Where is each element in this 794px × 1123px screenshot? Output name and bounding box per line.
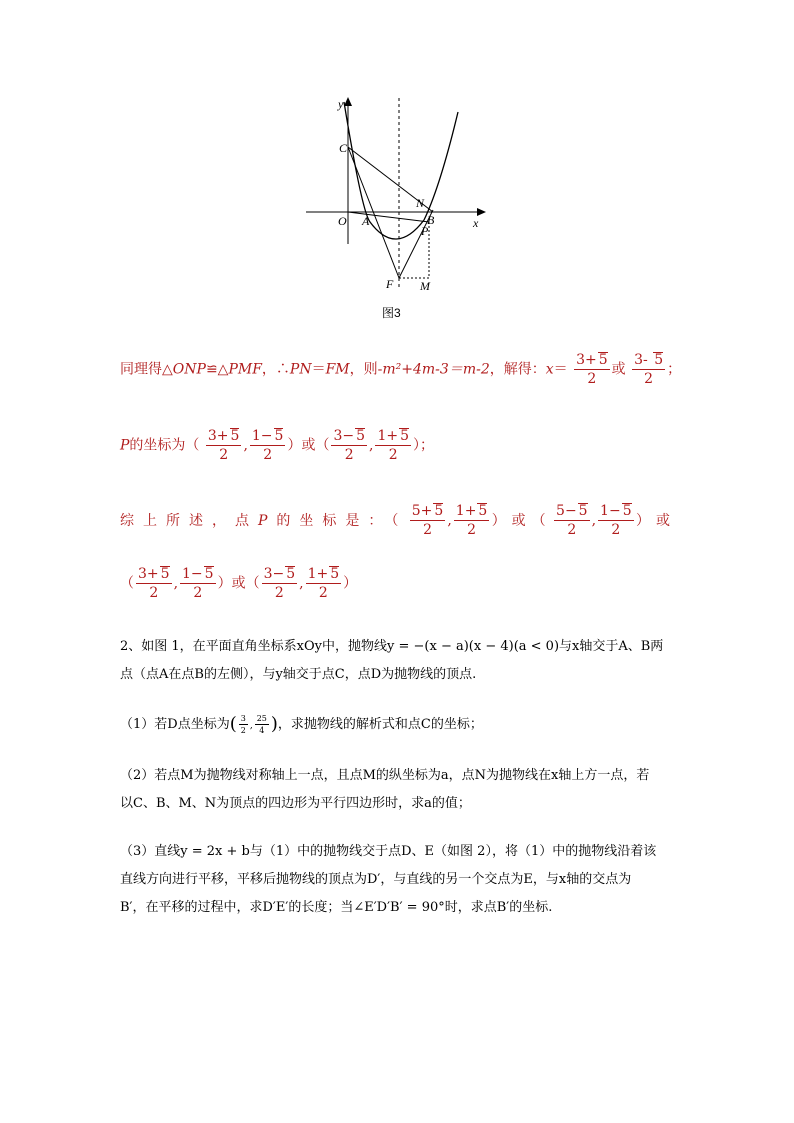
solution-line-2: P的坐标为（ $\frac{3+ 5}{2}$ , $\frac{1- 5}{2}$ ）或（ $\frac{3- 5}{2}$ , $\frac{1+ 5}{2}$ ）；: [120, 428, 435, 463]
summary-lead: 综上所述，点P的坐标是：（: [120, 512, 408, 529]
fraction: $\frac{3+ 5}{2}$: [138, 566, 170, 601]
text: ）或: [635, 512, 676, 529]
label-B: B: [427, 213, 435, 227]
question-2-line-1: （2）若点M为抛物线对称轴上一点，且点M的纵坐标为a，点N为抛物线在x轴上方一点，若: [120, 768, 650, 783]
fraction: $\frac{3}{2}$: [240, 714, 246, 735]
label-F: F: [386, 277, 394, 291]
fraction: $\frac{1- 5}{2}$: [251, 428, 284, 463]
text: （1）若D点坐标为: [120, 717, 230, 732]
label-C: C: [339, 141, 348, 155]
text: ）或（: [287, 437, 330, 454]
equation: m²+4m-3＝m-2: [382, 361, 490, 378]
text: 同理得△: [120, 361, 173, 378]
text: 或: [611, 361, 626, 378]
fraction: $\frac{1+ 5}{2}$: [377, 428, 410, 463]
text: ONP: [172, 361, 206, 378]
parabola-figure: [300, 92, 500, 297]
text: ，则-: [349, 361, 383, 378]
label-x: x: [473, 216, 479, 230]
figure-caption: 图3: [382, 306, 401, 320]
text: （: [120, 575, 134, 592]
fraction: $\frac{3+ 5}{2}$: [207, 428, 240, 463]
text: PMF: [228, 361, 262, 378]
text: ）: [343, 575, 358, 592]
label-N: N: [416, 196, 425, 210]
fraction: $\frac{25}{4}$: [256, 714, 267, 735]
fraction: $\frac{1- 5}{2}$: [600, 503, 632, 538]
question-3-line-3: B′，在平移的过程中，求D′E′的长度；当∠E′D′B′ = 90°时，求点B′的坐标.: [120, 900, 553, 915]
fraction: $\frac{1- 5}{2}$: [182, 566, 214, 601]
solution-line-1: [120, 352, 681, 387]
label-P: P: [421, 224, 429, 238]
label-y: y: [338, 97, 344, 111]
text: ；: [667, 361, 682, 378]
y-axis-arrow: [344, 97, 352, 106]
fraction: $\frac{3+ 5}{2}$: [576, 352, 608, 387]
question-3-line-2: 直线方向进行平移，平移后抛物线的顶点为D′，与直线的另一个交点为E，与x轴的交点为: [120, 872, 632, 887]
text: ，∴: [261, 361, 290, 378]
question-1: （1）若D点坐标为( $\frac{3}{2}$ , $\frac{25}{4}$ )，求抛物线的解析式和点C的坐标；: [120, 713, 483, 735]
x-axis-arrow: [477, 208, 486, 216]
summary-line-2: （ $\frac{3+ 5}{2}$ , $\frac{1- 5}{2}$ ）或（ $\frac{3- 5}{2}$ , $\frac{1+ 5}{2}$ ）: [120, 566, 358, 601]
text: ＝: [311, 361, 326, 378]
fraction: $\frac{3- 5}{2}$: [634, 352, 664, 387]
fraction: $\frac{5+ 5}{2}$: [411, 503, 444, 538]
fraction: $\frac{3- 5}{2}$: [333, 428, 366, 463]
text: ）或（: [491, 512, 552, 529]
question-2: [120, 762, 680, 818]
text: FM: [325, 361, 350, 378]
label-O: O: [338, 214, 347, 228]
fraction: $\frac{5- 5}{2}$: [556, 503, 588, 538]
text: ＝: [553, 361, 568, 378]
text: ，解得：: [489, 361, 546, 378]
problem-line-2: 点（点A在点B的左侧），与y轴交于点C，点D为抛物线的顶点.: [120, 667, 477, 682]
text: ，求抛物线的解析式和点C的坐标；: [277, 717, 483, 732]
text: 的坐标为（: [129, 437, 200, 454]
problem-2: [120, 633, 680, 689]
fraction: $\frac{1+ 5}{2}$: [307, 566, 340, 601]
fraction: $\frac{3- 5}{2}$: [263, 566, 296, 601]
text: ）或（: [217, 575, 260, 592]
problem-line-1: 2、如图 1，在平面直角坐标系xOy中，抛物线y = −(x − a)(x − 4)(a < 0)与x轴交于A、B两: [120, 639, 664, 654]
question-2-line-2: 以C、B、M、N为顶点的四边形为平行四边形时，求a的值；: [120, 796, 471, 811]
label-A: A: [362, 214, 370, 228]
var-P: P: [120, 437, 130, 454]
text: ≌△: [205, 361, 229, 378]
summary-line: 综上所述，点P的坐标是：（ $\frac{5+ 5}{2}$ , $\frac{1+ 5}{2}$ ）或（ $\frac{5- 5}{2}$ , $\frac{1- 5}{2}$ ）或: [120, 503, 676, 538]
label-M: M: [420, 279, 430, 293]
text: ）；: [413, 437, 435, 454]
question-3: [120, 838, 680, 922]
line-OP: [348, 212, 429, 222]
fraction: $\frac{1+ 5}{2}$: [455, 503, 488, 538]
text: PN: [289, 361, 312, 378]
question-3-line-1: （3）直线y = 2x + b与（1）中的抛物线交于点D、E（如图 2），将（1）中的抛物线沿着该: [120, 844, 657, 859]
var-x: x: [545, 361, 554, 378]
